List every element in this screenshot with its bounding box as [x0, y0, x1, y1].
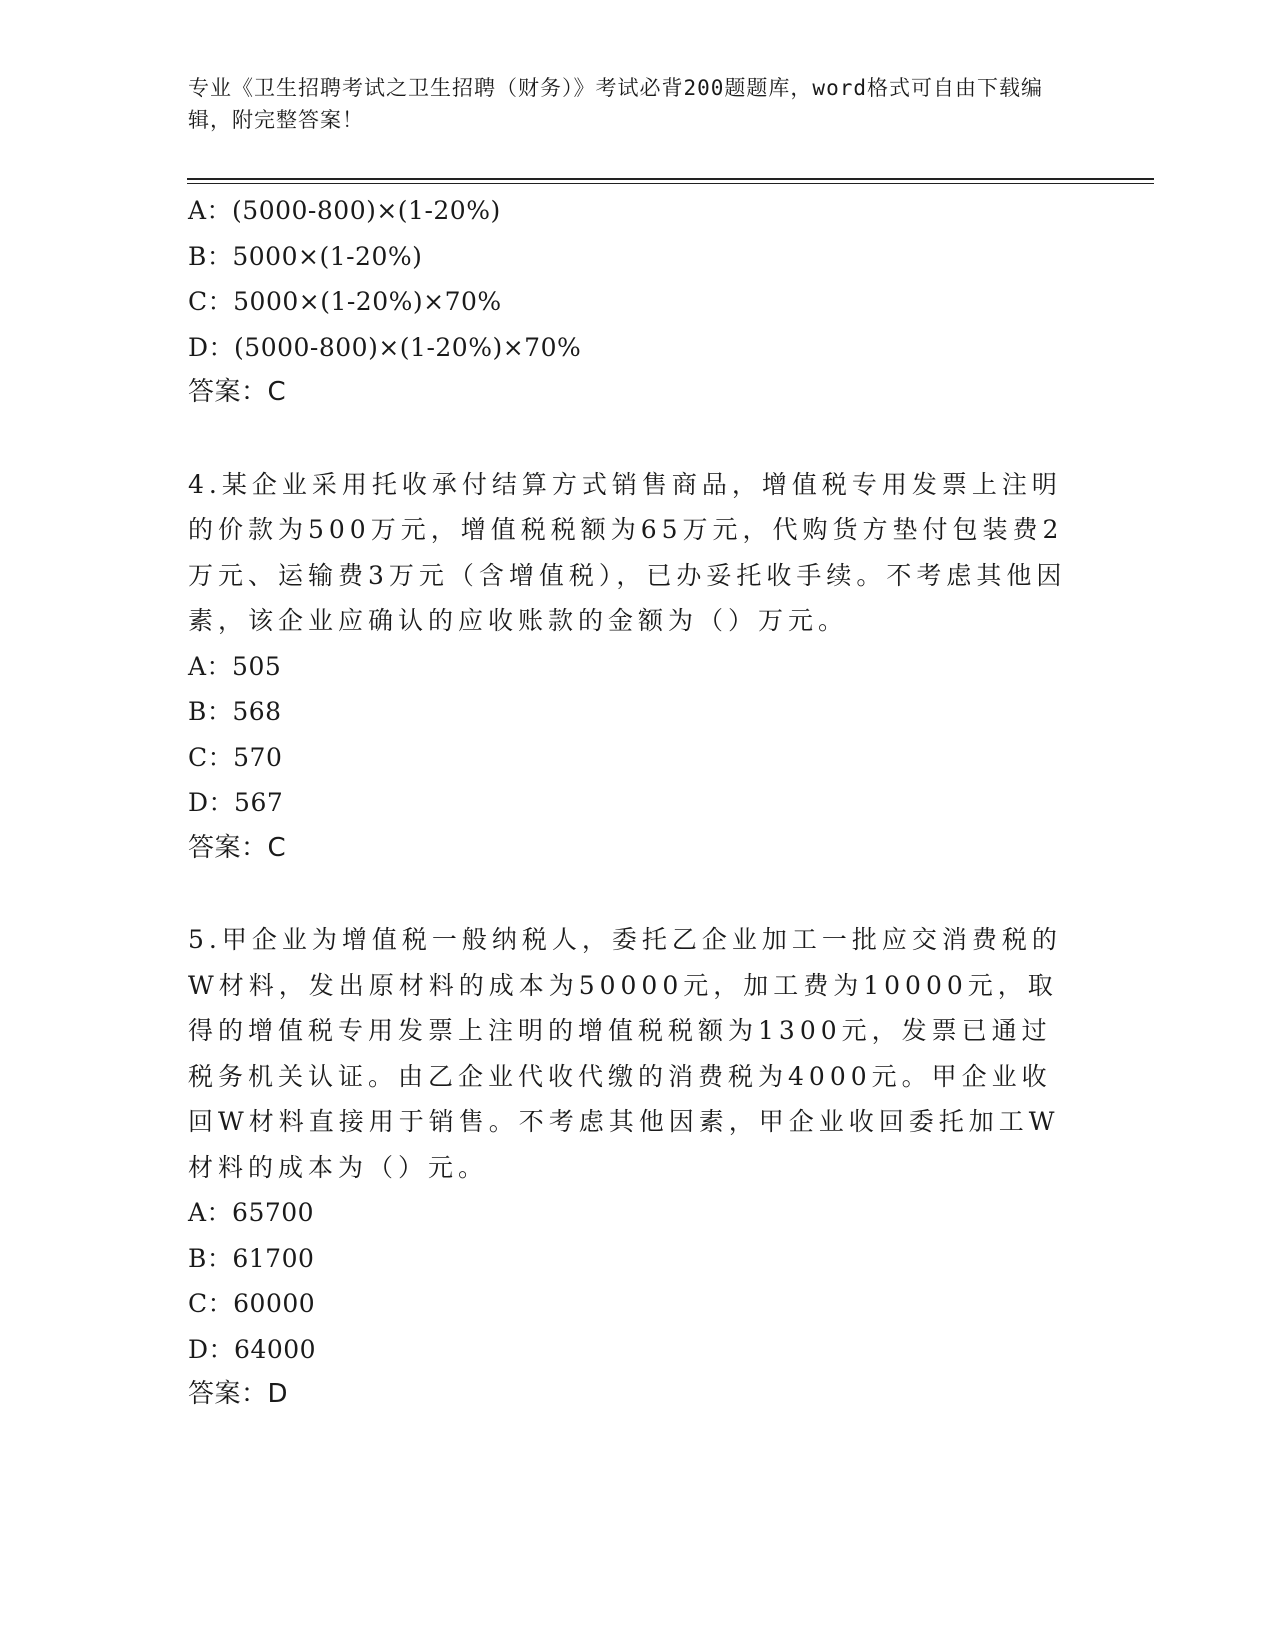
question-5-options — [188, 1190, 1068, 1372]
option-a: A：505 — [188, 651, 282, 681]
option-c: C：60000 — [188, 1289, 316, 1318]
question-5-answer: 答案：D — [188, 1379, 289, 1409]
question-4-answer: 答案：C — [188, 832, 287, 863]
question-3-answer: 答案：C — [188, 377, 287, 407]
option-c: C：5000×(1-20%)×70% — [188, 287, 502, 316]
option-d: D：64000 — [188, 1334, 317, 1364]
header-divider-thick — [187, 178, 1154, 180]
option-b: B：61700 — [188, 1243, 315, 1273]
option-a: A：(5000-800)×(1-20%) — [188, 196, 501, 225]
question-3-options — [188, 188, 1068, 370]
question-5-text: 5.甲企业为增值税一般纳税人，委托乙企业加工一批应交消费税的W材料，发出原材料的成本为50000元，加工费为10000元，取得的增值税专用发票上注明的增值税税额为1300元，发票已通过税务机关认证。由乙企业代收代缴的消费税为4000元。甲企业收回W材料直接用于销售。不考虑其他因素，甲企业收回委托加工W材料的成本为（）元。 — [188, 925, 1062, 1182]
spacer — [188, 871, 1068, 917]
question-content — [188, 188, 1068, 1418]
question-4-text: 4.某企业采用托收承付结算方式销售商品，增值税专用发票上注明的价款为500万元，增值税税额为65万元，代购货方垫付包装费2万元、运输费3万元（含增值税），已办妥托收手续。不考虑其他因素，该企业应确认的应收账款的金额为（）万元。 — [188, 469, 1067, 635]
option-b: B：5000×(1-20%) — [188, 241, 423, 271]
header-divider-thin — [187, 183, 1154, 184]
spacer — [188, 416, 1068, 462]
option-d: D：567 — [188, 788, 284, 817]
question-4-options — [188, 644, 1068, 826]
document-header: 专业《卫生招聘考试之卫生招聘（财务）》考试必背200题题库，word格式可自由下载编辑，附完整答案！ — [188, 76, 1043, 132]
option-a: A：65700 — [188, 1198, 315, 1227]
option-b: B：568 — [188, 697, 282, 726]
option-d: D：(5000-800)×(1-20%)×70% — [188, 332, 582, 362]
option-c: C：570 — [188, 742, 283, 772]
